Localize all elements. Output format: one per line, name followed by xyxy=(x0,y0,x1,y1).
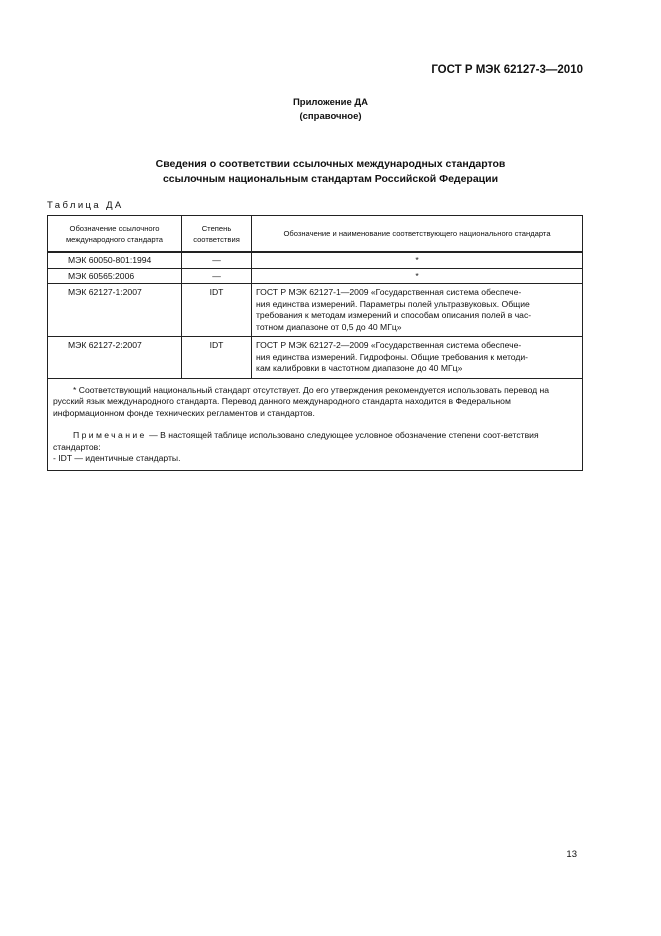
section-title xyxy=(0,157,661,187)
cell-degree: IDT xyxy=(182,337,252,379)
header-national-standard: Обозначение и наименование соответствующего национального стандарта xyxy=(252,216,583,253)
table-caption: Таблица ДА xyxy=(47,200,124,211)
page-number: 13 xyxy=(566,849,577,860)
appendix-heading xyxy=(0,96,661,124)
table-row xyxy=(48,252,583,268)
note-title: Примечание xyxy=(73,430,147,440)
table-row xyxy=(48,284,583,337)
section-title-line2: ссылочным национальным стандартам Российской Федерации xyxy=(162,173,499,185)
header-international-standard: Обозначение ссылочного международного стандарта xyxy=(48,216,182,253)
table-footer xyxy=(48,378,583,470)
cell-international-standard: МЭК 60565:2006 xyxy=(48,268,182,284)
header-degree: Степень соответствия xyxy=(182,216,252,253)
note-text: — В настоящей таблице использовано следующее условное обозначение степени соот-ветствия стандартов: xyxy=(53,430,539,452)
cell-international-standard: МЭК 62127-2:2007 xyxy=(48,337,182,379)
cell-national-standard: ГОСТ Р МЭК 62127-1—2009 «Государственная система обеспече- ния единства измерений. Параметры полей ультразвуковых. Общие требования к методам измерений и способам описания полей в час- тотном диапазоне от 0,5 до 40 МГц» xyxy=(252,284,583,337)
cell-national-standard: ГОСТ Р МЭК 62127-2—2009 «Государственная система обеспече- ния единства измерений. Гидрофоны. Общие требования к методи- кам калибровки в частотном диапазоне до 40 МГц» xyxy=(252,337,583,379)
cell-national-standard: * xyxy=(252,252,583,268)
table-row xyxy=(48,337,583,379)
footnote: * Соответствующий национальный стандарт отсутствует. До его утверждения рекомендуется использовать перевод на русский язык международного стандарта. Перевод данного международного стандарта находится в Федеральном информационном фонде технических регламентов и стандартов. xyxy=(53,384,550,418)
cell-degree: — xyxy=(182,252,252,268)
table-footer-row xyxy=(48,378,583,470)
cell-international-standard: МЭК 60050-801:1994 xyxy=(48,252,182,268)
note xyxy=(53,430,577,453)
appendix-title: Приложение ДА xyxy=(292,97,369,108)
cell-international-standard: МЭК 62127-1:2007 xyxy=(48,284,182,337)
cell-degree: IDT xyxy=(182,284,252,337)
note-item: - IDT — идентичные стандарты. xyxy=(53,453,181,463)
table-row xyxy=(48,268,583,284)
cell-national-standard: * xyxy=(252,268,583,284)
correspondence-table xyxy=(47,215,583,471)
table-header-row xyxy=(48,216,583,253)
document-code: ГОСТ Р МЭК 62127-3—2010 xyxy=(431,64,583,76)
cell-degree: — xyxy=(182,268,252,284)
appendix-subtitle: (справочное) xyxy=(299,111,362,122)
section-title-line1: Сведения о соответствии ссылочных международных стандартов xyxy=(155,158,506,170)
